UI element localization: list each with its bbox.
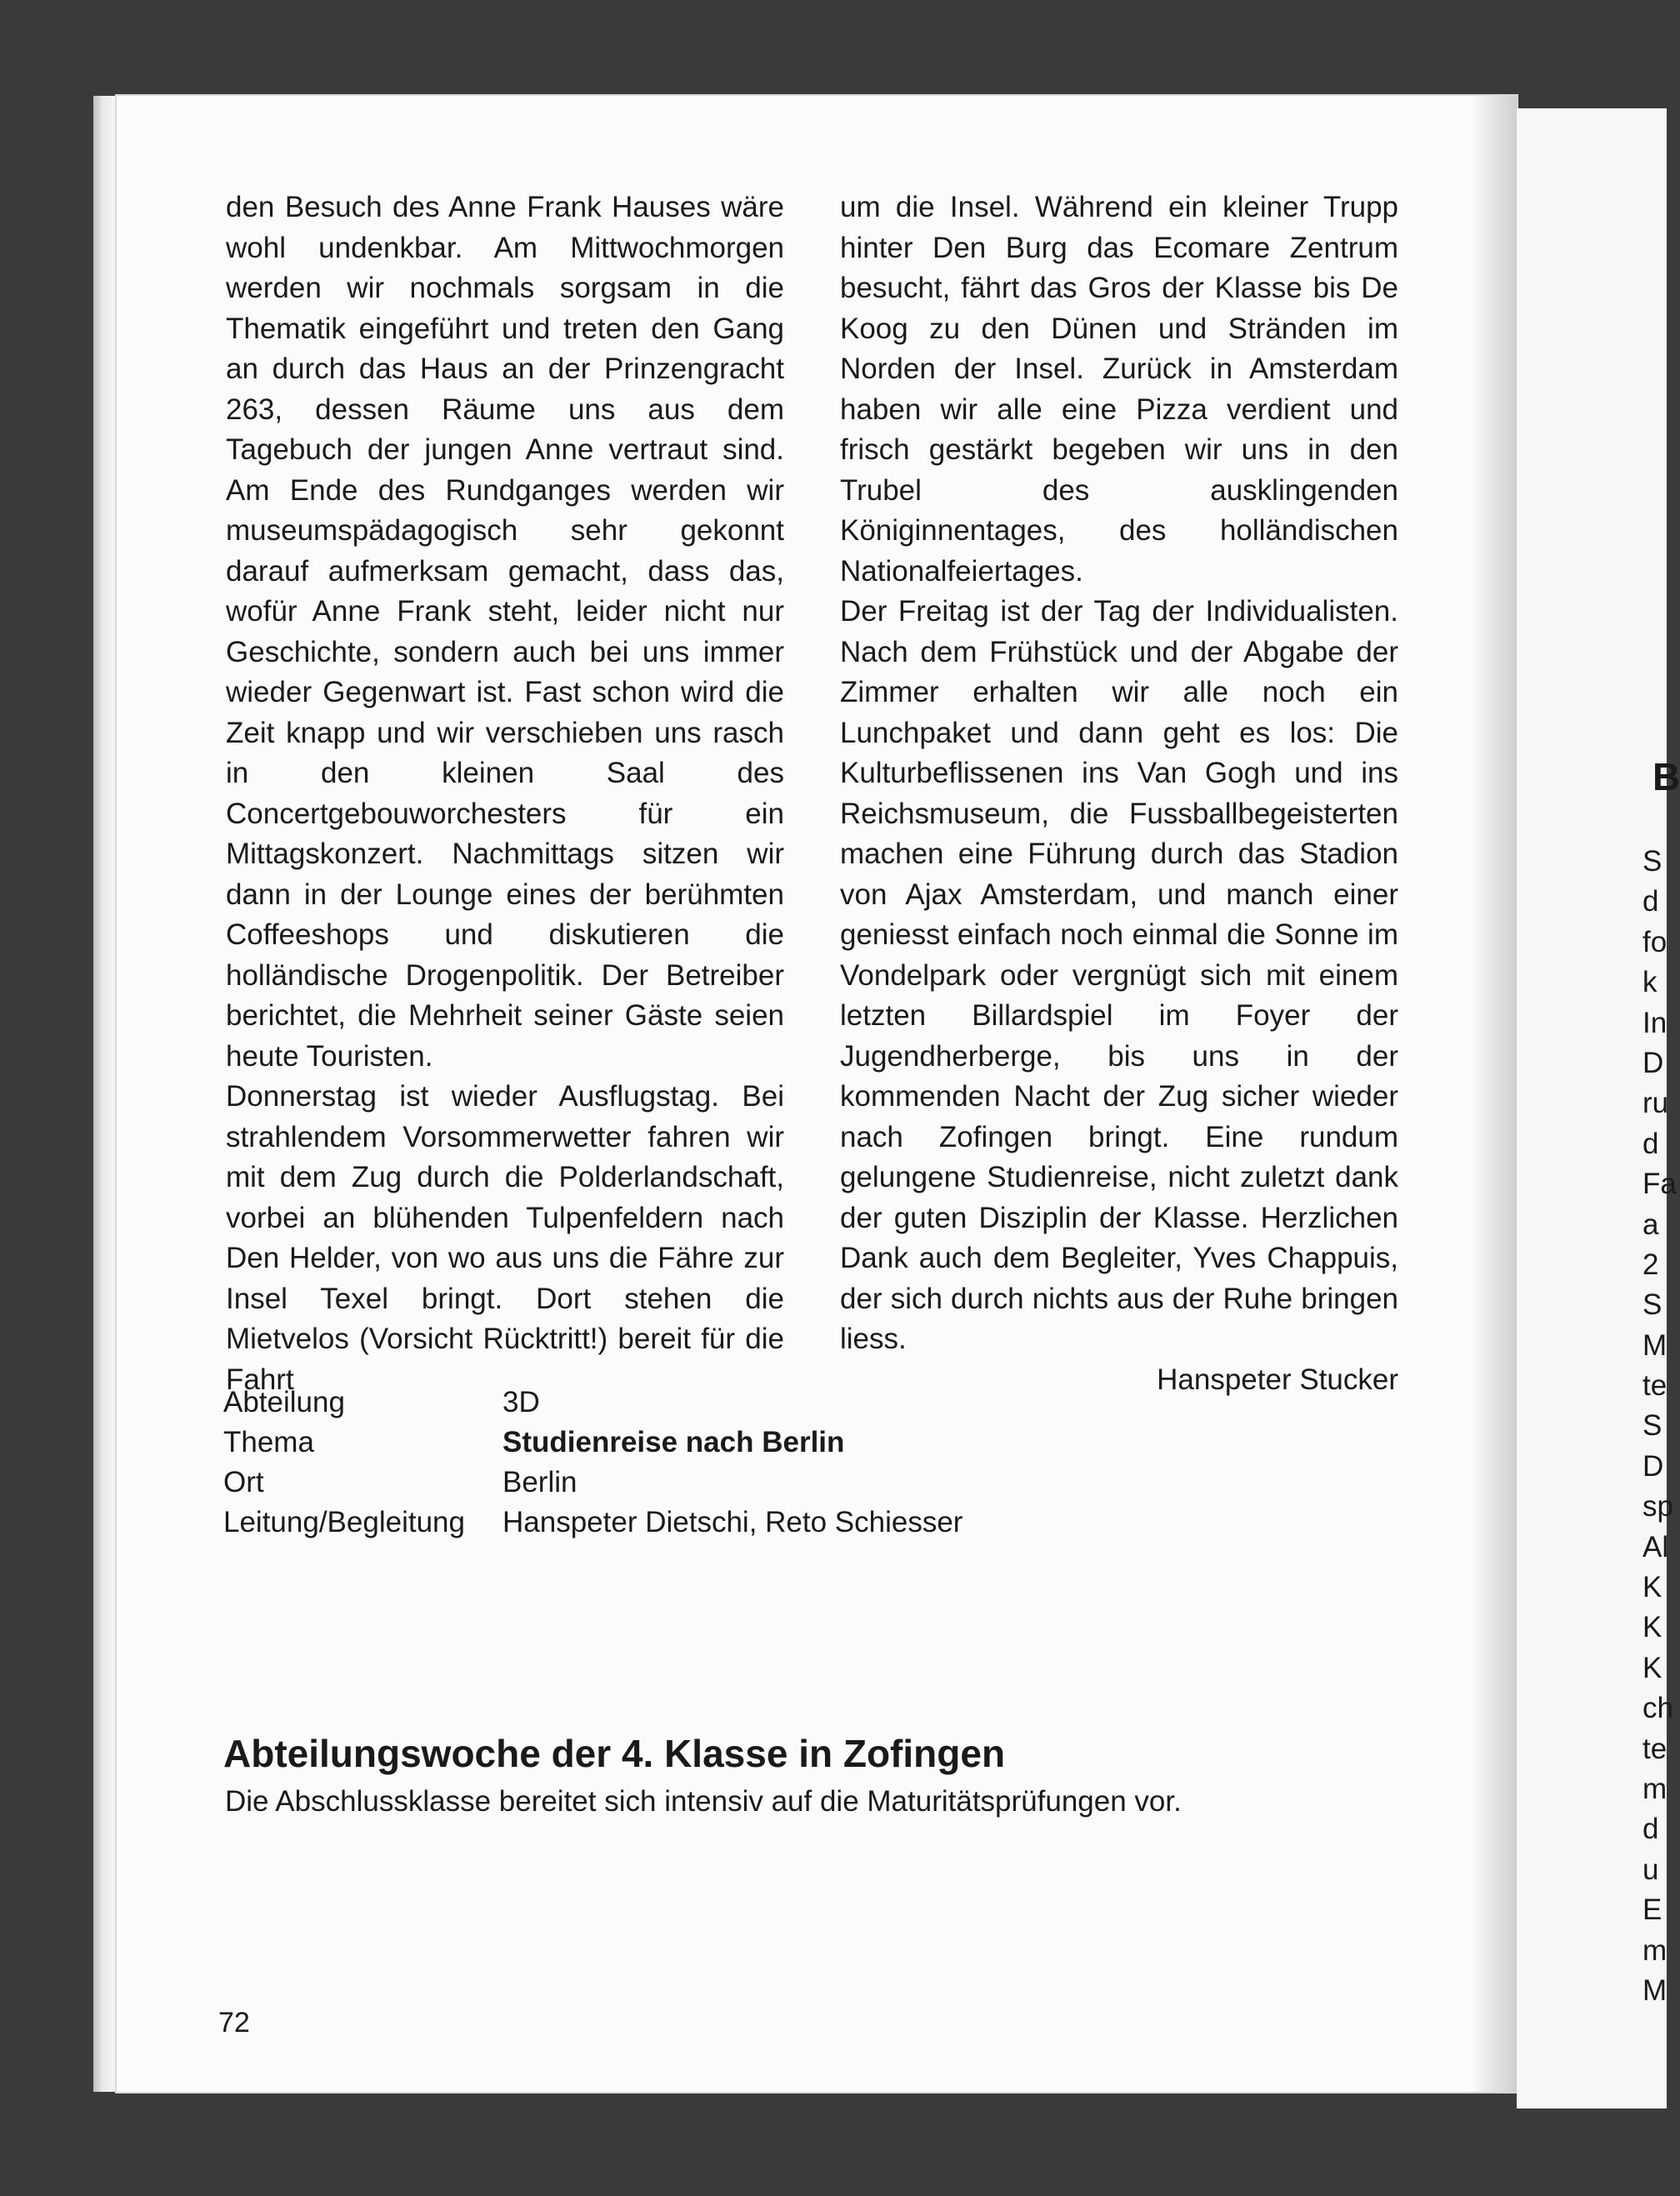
right-page-line-fragment: ru <box>1642 1087 1669 1120</box>
right-page-line-fragment: fo <box>1642 925 1668 958</box>
author-signature: Hanspeter Stucker <box>1157 1363 1398 1396</box>
right-page-line-fragment: Al <box>1642 1530 1669 1563</box>
section-subtitle: Die Abschlussklasse bereitet sich intensiv auf die Maturitätsprüfungen vor. <box>225 1785 1182 1818</box>
right-page-line-fragment: u <box>1642 1853 1659 1886</box>
right-page-heading-fragment: B <box>1652 755 1680 798</box>
right-page-line-fragment: K <box>1642 1651 1662 1684</box>
right-page-line-fragment: S <box>1642 845 1662 878</box>
right-page-line-fragment: Fa <box>1642 1168 1677 1201</box>
right-page-line-fragment: a <box>1642 1208 1659 1241</box>
paragraph: Donnerstag ist wieder Ausflugstag. Bei strahlendem Vorsommerwetter fahren wir mit dem Zug durch die Polderlandschaft, vorbei an blühenden Tulpenfeldern nach Den Helder, von wo aus uns die Fähre zur Insel Texel bringt. Dort stehen die Mietvelos (Vorsicht Rücktritt!) bereit für die Fahrt <box>226 1080 784 1396</box>
right-page-line-fragment: d <box>1642 885 1659 918</box>
paragraph: Der Freitag ist der Tag der Individualisten. Nach dem Frühstück und der Abgabe der Zimmer erhalten wir alle noch ein Lunchpaket und dann geht es los: Die Kulturbeflissenen ins Van Gogh und ins Reichsmuseum, die Fussballbegeisterten machen eine Führung durch das Stadion von Ajax Amsterdam, und manch einer geniesst einfach noch einmal die Sonne im Vondelpark oder vergnügt sich mit einem letzten Billardspiel im Foyer der Jugendherberge, bis uns in der kommenden Nacht der Zug sicher wieder nach Zofingen bringt. Eine rundum gelungene Studienreise, nicht zuletzt dank der guten Disziplin der Klasse. Herzlichen Dank auch dem Begleiter, Yves Chappuis, der sich durch nichts aus der Ruhe bringen liess. <box>840 595 1398 1355</box>
right-page-line-fragment: te <box>1642 1369 1668 1403</box>
info-label: Leitung/Begleitung <box>223 1506 465 1538</box>
right-page-line-fragment: S <box>1642 1409 1662 1443</box>
right-page-line-fragment: E <box>1642 1893 1662 1927</box>
right-page-line-fragment: te <box>1642 1732 1668 1765</box>
info-value: 3D <box>502 1386 540 1418</box>
paragraph: den Besuch des Anne Frank Hauses wäre wohl undenkbar. Am Mittwochmorgen werden wir nochmals sorgsam in die Thematik eingeführt und treten den Gang an durch das Haus an der Prinzengracht 263, dessen Räume uns aus dem Tagebuch der jungen Anne vertraut sind. Am Ende des Rundganges werden wir museumspädagogisch sehr gekonnt darauf aufmerksam gemacht, dass das, wofür Anne Frank steht, leider nicht nur Geschichte, sondern auch bei uns immer wieder Gegenwart ist. Fast schon wird die Zeit knapp und wir verschieben uns rasch in den kleinen Saal des Concertgebouworchesters für ein Mittagskonzert. Nachmittags sitzen wir dann in der Lounge eines der berühmten Coffeeshops und diskutieren die holländische Drogenpolitik. Der Betreiber berichtet, die Mehrheit seiner Gäste seien heute Touristen. <box>226 191 784 1073</box>
info-row <box>223 1423 962 1463</box>
info-value: Berlin <box>502 1466 578 1498</box>
gutter-shadow <box>1471 96 1517 2092</box>
right-page-line-fragment: D <box>1642 1449 1664 1483</box>
info-row <box>223 1503 962 1543</box>
right-page-line-fragment: d <box>1642 1127 1659 1160</box>
page-edge <box>93 96 117 2092</box>
info-label: Abteilung <box>223 1386 345 1418</box>
info-value: Hanspeter Dietschi, Reto Schiesser <box>502 1506 963 1538</box>
info-label: Thema <box>223 1426 314 1458</box>
info-row <box>223 1463 962 1503</box>
right-page-text-fragments <box>1642 842 1677 2011</box>
info-row <box>223 1383 962 1423</box>
right-page-line-fragment: In <box>1642 1006 1668 1039</box>
info-label: Ort <box>223 1466 264 1498</box>
info-value: Studienreise nach Berlin <box>502 1426 845 1458</box>
right-page-line-fragment: ch <box>1642 1692 1673 1725</box>
right-page-line-fragment: D <box>1642 1046 1664 1079</box>
right-page-line-fragment: m <box>1642 1933 1668 1967</box>
right-page-line-fragment: M <box>1642 1328 1668 1362</box>
right-page-line-fragment: S <box>1642 1288 1662 1322</box>
paragraph: um die Insel. Während ein kleiner Trupp hinter Den Burg das Ecomare Zentrum besucht, fährt das Gros der Klasse bis De Koog zu den Dünen und Stränden im Norden der Insel. Zurück in Amsterdam haben wir alle eine Pizza verdient und frisch gestärkt begeben wir uns in den Trubel des ausklingenden Königinnentages, des holländischen Nationalfeiertages. <box>840 191 1398 588</box>
right-page-line-fragment: sp <box>1642 1490 1673 1523</box>
left-column <box>226 188 784 1400</box>
right-page-line-fragment: K <box>1642 1571 1662 1604</box>
right-column <box>840 188 1398 1400</box>
right-page-line-fragment: M <box>1642 1973 1668 2007</box>
right-page-line-fragment: 2 <box>1642 1248 1659 1281</box>
page-number: 72 <box>218 2007 250 2038</box>
info-table <box>223 1383 962 1543</box>
right-page-line-fragment: d <box>1642 1813 1659 1846</box>
right-page-line-fragment: K <box>1642 1611 1662 1644</box>
section-title: Abteilungswoche der 4. Klasse in Zofingen <box>223 1732 1006 1775</box>
right-page-line-fragment: k <box>1642 966 1658 999</box>
right-page-line-fragment: m <box>1642 1772 1668 1805</box>
